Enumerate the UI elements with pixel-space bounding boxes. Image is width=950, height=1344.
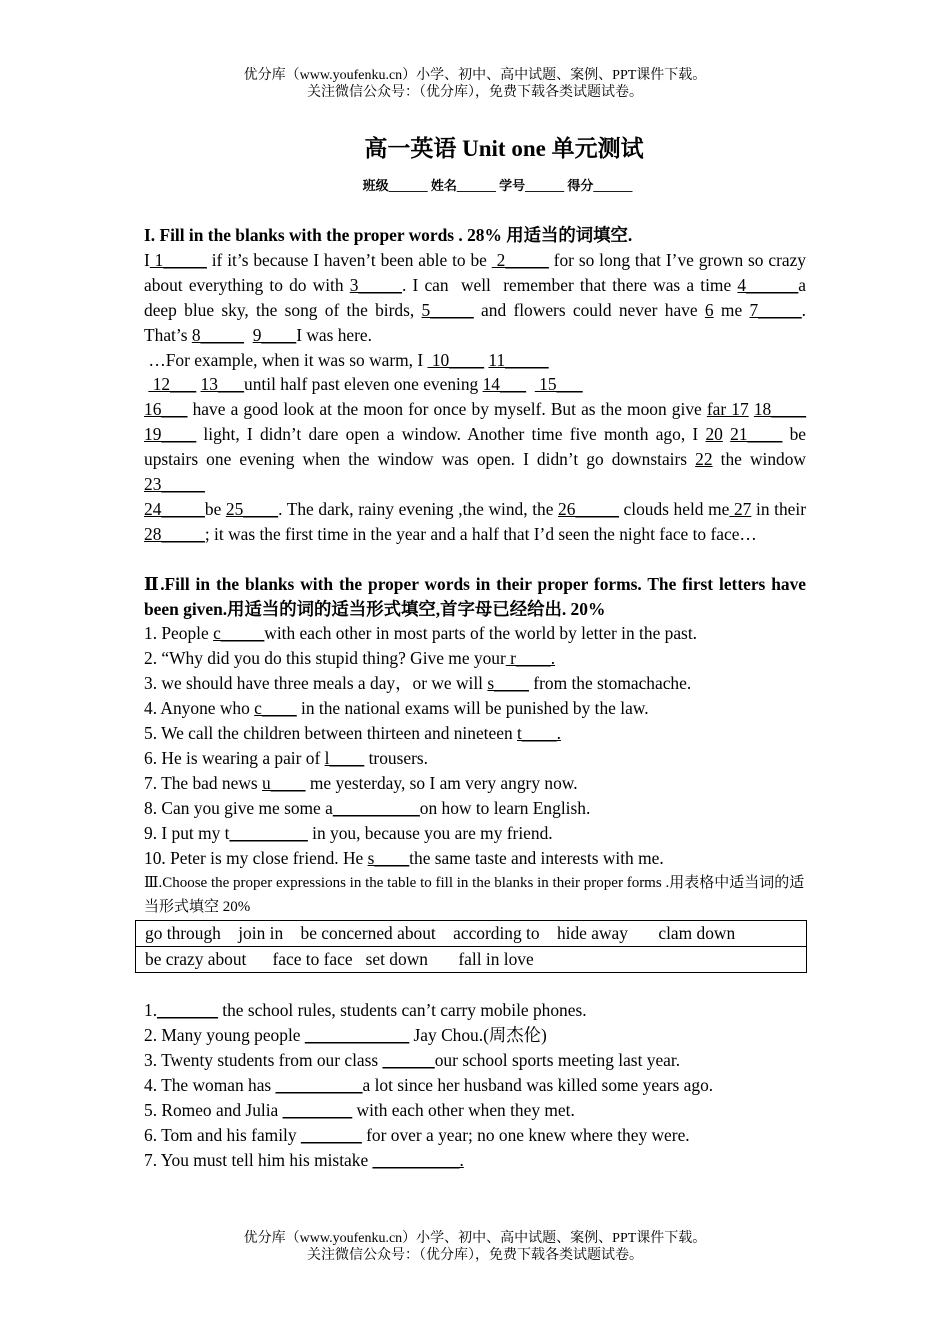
- question-text: 2. “Why did you do this stupid thing? Give me your: [144, 648, 506, 669]
- question-text: 4. The woman has: [144, 1074, 276, 1095]
- page-header: [0, 67, 950, 101]
- answer-blank[interactable]: _______: [157, 1000, 218, 1021]
- page-footer: [0, 1230, 950, 1264]
- question-text: 8. Can you give me some a: [144, 797, 333, 818]
- class-label: 班级: [362, 178, 389, 193]
- section3-item: [144, 1073, 806, 1098]
- question-text-after: the school rules, students can’t carry mobile phones.: [217, 1000, 587, 1021]
- section2-item: [144, 821, 806, 846]
- question-text: 4. Anyone who: [144, 698, 255, 719]
- question-text: 3. Twenty students from our class: [144, 1049, 383, 1070]
- section3-item: [144, 1123, 806, 1148]
- page-title: 高一英语 Unit one 单元测试: [364, 136, 644, 161]
- expressions-row-1: go through join in be concerned about according to hide away clam down: [136, 921, 807, 947]
- question-text: 3. we should have three meals a day，or we will: [144, 673, 488, 694]
- name-blank: ______: [456, 178, 496, 193]
- question-text-after: Jay Chou.(周杰伦): [409, 1024, 547, 1045]
- question-text: 2. Many young people: [144, 1024, 305, 1045]
- section2-item: [144, 696, 806, 721]
- expressions-table: [135, 920, 807, 973]
- answer-blank[interactable]: c____: [254, 698, 297, 719]
- answer-blank[interactable]: r____.: [505, 648, 556, 669]
- question-text-after: our school sports meeting last year.: [434, 1049, 681, 1070]
- id-label: 学号: [499, 178, 526, 193]
- section3-item: [144, 1148, 806, 1173]
- question-text: 9. I put my t: [144, 822, 230, 843]
- header-line-1: 优分库（www.youfenku.cn）小学、初中、高中试题、案例、PPT课件下载。: [243, 68, 707, 83]
- question-text-after: me yesterday, so I am very angry now.: [305, 772, 578, 793]
- section2-item: [144, 846, 806, 871]
- header-line-2: 关注微信公众号：（优分库），免费下载各类试题试卷。: [307, 85, 643, 100]
- section3-list: [144, 998, 806, 1172]
- answer-blank[interactable]: c_____: [213, 623, 265, 644]
- question-text: 7. The bad news: [144, 772, 263, 793]
- section2-item: [144, 796, 806, 821]
- section2-item: [144, 771, 806, 796]
- section2-item: [144, 721, 806, 746]
- answer-blank[interactable]: _________: [229, 822, 308, 843]
- question-text: 6. He is wearing a pair of: [144, 748, 325, 769]
- answer-blank[interactable]: t____.: [517, 723, 561, 744]
- class-blank: ______: [388, 178, 428, 193]
- footer-line-1: 优分库（www.youfenku.cn）小学、初中、高中试题、案例、PPT课件下载。: [243, 1231, 707, 1246]
- question-text-after: the same taste and interests with me.: [409, 847, 664, 868]
- section3-item: [144, 1048, 806, 1073]
- student-info-line: [0, 177, 950, 195]
- expressions-row-2: be crazy about face to face set down fall in love: [136, 947, 807, 973]
- question-text: 1. People: [144, 623, 214, 644]
- section2-heading: Ⅱ.Fill in the blanks with the proper words in their proper forms. The first letters have been given.用适当的词的适当形式填空,首字母已经给出. 20%: [144, 573, 806, 619]
- section1-passage: I 1_____ if it’s because I haven’t been able to be 2_____ for so long that I’ve grown so crazy about everything to do with 3_____. I can well remember that there was a time 4______a deep blue sky, the song of the birds, 5_____ and flowers could never have 6 me 7_____. That’s 8_____ 9____I was here. …For example, when it was so warm, I 10____ 11_____ 12___ 13___until half past eleven one evening 14___ 15___ 16___ have a good look at the moon for once by myself. But as the moon give far 17 18____ 19____ light, I didn’t dare open a window. Another time five month ago, I 20 21____ be upstairs one evening when the window was open. I didn’t go downstairs 22 the window 23_____ 24_____be 25____. The dark, rainy evening ,the wind, the 26_____ clouds held me 27 in their 28_____; it was the first time in the year and a half that I’d seen the night face to face…: [144, 249, 807, 544]
- section3-item: [144, 998, 806, 1023]
- answer-blank[interactable]: ____________: [304, 1024, 410, 1045]
- question-text: 5. Romeo and Julia: [144, 1099, 283, 1120]
- answer-blank[interactable]: ________: [282, 1099, 353, 1120]
- score-label: 得分: [567, 178, 594, 193]
- question-text: 5. We call the children between thirteen and nineteen: [144, 723, 517, 744]
- section1-heading: I. Fill in the blanks with the proper words . 28% 用适当的词填空.: [144, 225, 633, 245]
- section2-item: [144, 621, 806, 646]
- section3-item: [144, 1023, 806, 1048]
- answer-blank[interactable]: __________: [332, 797, 420, 818]
- question-text-after: trousers.: [364, 748, 428, 769]
- question-text: 10. Peter is my close friend. He: [144, 847, 368, 868]
- section3-heading: Ⅲ.Choose the proper expressions in the table to fill in the blanks in their proper forms .用表格中适当词的适当形式填空 20%: [144, 874, 805, 916]
- answer-blank[interactable]: s____: [487, 673, 529, 694]
- answer-blank[interactable]: s____: [367, 847, 410, 868]
- footer-line-2: 关注微信公众号：（优分库），免费下载各类试题试卷。: [307, 1248, 643, 1263]
- section2-item: [144, 646, 806, 671]
- exam-content: [144, 223, 806, 1172]
- question-text-after: on how to learn English.: [419, 797, 591, 818]
- question-text-after: a lot since her husband was killed some years ago.: [362, 1074, 714, 1095]
- question-text-after: from the stomachache.: [528, 673, 692, 694]
- answer-blank[interactable]: ______: [382, 1049, 435, 1070]
- question-text-after: with each other when they met.: [352, 1099, 575, 1120]
- question-text-after: in you, because you are my friend.: [307, 822, 553, 843]
- section2-item: [144, 671, 806, 696]
- score-blank: ______: [593, 178, 633, 193]
- answer-blank[interactable]: l____: [324, 748, 365, 769]
- answer-blank[interactable]: __________: [275, 1074, 363, 1095]
- answer-blank[interactable]: __________.: [372, 1149, 464, 1170]
- question-text: 1.: [144, 1000, 158, 1021]
- question-text-after: with each other in most parts of the world by letter in the past.: [264, 623, 698, 644]
- answer-blank[interactable]: _______: [300, 1124, 362, 1145]
- id-blank: ______: [525, 178, 565, 193]
- question-text: 7. You must tell him his mistake: [144, 1149, 373, 1170]
- name-label: 姓名: [430, 178, 457, 193]
- answer-blank[interactable]: u____: [262, 772, 306, 793]
- question-text-after: for over a year; no one knew where they were.: [361, 1124, 690, 1145]
- question-text: 6. Tom and his family: [144, 1124, 301, 1145]
- question-text-after: in the national exams will be punished by the law.: [296, 698, 649, 719]
- section3-item: [144, 1098, 806, 1123]
- section2-list: [144, 621, 806, 870]
- section2-item: [144, 746, 806, 771]
